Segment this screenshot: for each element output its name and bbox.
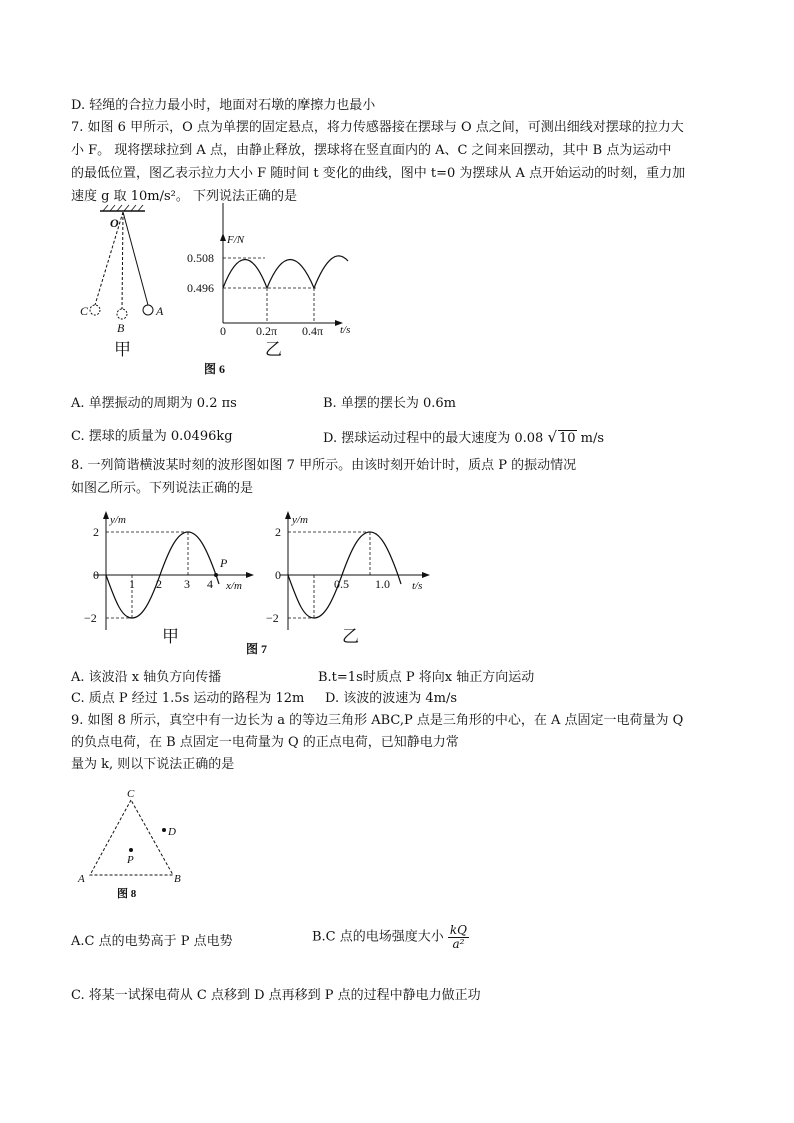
q8-option-d[interactable]: D. 该波的波速为 4m/s bbox=[325, 691, 458, 706]
q7-line-1: 7. 如图 6 甲所示，O 点为单摆的固定悬点，将力传感器接在摆球与 O 点之间，可测出细线对摆球的拉力大 bbox=[71, 120, 684, 135]
force-tick-x2: 0.4π bbox=[302, 324, 324, 338]
figure-6-caption: 图 6 bbox=[204, 362, 226, 376]
wave-graph bbox=[84, 511, 254, 646]
q7-option-d-text: D. 摆球运动过程中的最大速度为 0.08 bbox=[323, 431, 548, 446]
wave-tick-x3: 3 bbox=[184, 577, 190, 591]
wave-tick-origin: 0 bbox=[93, 568, 99, 582]
q7-line-3: 的最低位置，图乙表示拉力大小 F 随时间 t 变化的曲线，图中 t=0 为摆球从 A 点开始运动的时刻，重力加 bbox=[71, 166, 686, 181]
force-caption: 乙 bbox=[265, 340, 282, 359]
force-axis-y-label: F/N bbox=[227, 234, 245, 246]
q9-option-b[interactable] bbox=[312, 924, 469, 951]
q7-option-d[interactable]: D. 摆球运动过程中的最大速度为 0.08 √ 10 m/s bbox=[323, 428, 605, 446]
force-axis-x-label: t/s bbox=[340, 324, 351, 336]
vib-tick-y-pos: 2 bbox=[275, 525, 281, 539]
q8-option-a[interactable]: A. 该波沿 x 轴负方向传播 bbox=[71, 670, 222, 685]
wave-tick-x4: 4 bbox=[207, 577, 213, 591]
wave-point-p: P bbox=[220, 556, 228, 570]
pendulum-label-o: O bbox=[110, 216, 119, 230]
wave-caption: 甲 bbox=[162, 627, 179, 646]
q9-option-b-fraction bbox=[448, 924, 469, 951]
vibration-graph bbox=[266, 511, 430, 646]
wave-axis-x-label: x/m bbox=[226, 580, 242, 592]
q9-line-1: 9. 如图 8 所示，真空中有一边长为 a 的等边三角形 ABC,P 点是三角形的中心，在 A 点固定一电荷量为 Q bbox=[71, 713, 684, 728]
pendulum-caption: 甲 bbox=[114, 340, 131, 359]
triangle-label-d: D bbox=[168, 826, 176, 838]
vib-tick-t1: 0.5 bbox=[334, 577, 349, 591]
q9-line-3: 量为 k, 则以下说法正确的是 bbox=[71, 757, 235, 772]
wave-tick-y-neg: −2 bbox=[84, 611, 97, 625]
q9-option-c[interactable]: C. 将某一试探电荷从 C 点移到 D 点再移到 P 点的过程中静电力做正功 bbox=[71, 988, 481, 1003]
wave-tick-y-pos: 2 bbox=[93, 525, 99, 539]
force-tick-high: 0.508 bbox=[187, 251, 214, 265]
q6-option-d: D. 轻绳的合拉力最小时，地面对石墩的摩擦力也最小 bbox=[71, 98, 376, 113]
q7-option-d-radicand: 10 bbox=[559, 431, 576, 446]
force-tick-low: 0.496 bbox=[187, 281, 214, 295]
vib-tick-origin: 0 bbox=[275, 568, 281, 582]
pendulum-label-c: C bbox=[80, 304, 89, 318]
force-tick-x1: 0.2π bbox=[256, 324, 278, 338]
triangle-label-a: A bbox=[78, 873, 85, 885]
q7-option-c[interactable]: C. 摆球的质量为 0.0496kg bbox=[71, 429, 233, 444]
vib-axis-y-label: y/m bbox=[292, 514, 308, 526]
q7-line-4: 速度 g 取 10m/s²。 下列说法正确的是 bbox=[71, 189, 297, 204]
q9-option-b-numerator: kQ bbox=[449, 923, 468, 937]
triangle-label-b: B bbox=[174, 873, 181, 885]
pendulum-diagram bbox=[80, 205, 164, 359]
triangle-diagram bbox=[77, 788, 181, 900]
q9-option-b-text: B.C 点的电场强度大小 bbox=[312, 929, 444, 945]
force-tick-x0: 0 bbox=[220, 324, 226, 338]
q8-option-c[interactable]: C. 质点 P 经过 1.5s 运动的路程为 12m bbox=[71, 691, 305, 706]
vib-tick-y-neg: −2 bbox=[266, 611, 279, 625]
triangle-label-p: P bbox=[127, 854, 134, 866]
figure-7 bbox=[70, 505, 450, 660]
wave-axis-y-label: y/m bbox=[110, 514, 126, 526]
q9-option-a[interactable]: A.C 点的电势高于 P 点电势 bbox=[71, 934, 233, 949]
vib-caption: 乙 bbox=[342, 627, 359, 646]
q8-line-2: 如图乙所示。下列说法正确的是 bbox=[71, 481, 254, 496]
figure-7-caption: 图 7 bbox=[246, 642, 268, 656]
q7-option-b[interactable]: B. 单摆的摆长为 0.6m bbox=[323, 396, 456, 411]
q8-line-1: 8. 一列简谐横波某时刻的波形图如图 7 甲所示。由该时刻开始计时，质点 P 的振动情况 bbox=[71, 458, 577, 473]
wave-tick-x1: 1 bbox=[129, 577, 135, 591]
q7-line-2: 小 F。 现将摆球拉到 A 点，由静止释放，摆球将在竖直面内的 A、C 之间来回摆动，其中 B 点为运动中 bbox=[71, 143, 672, 158]
triangle-label-c: C bbox=[127, 788, 135, 800]
q7-option-d-unit: m/s bbox=[576, 431, 605, 446]
vib-axis-x-label: t/s bbox=[412, 580, 423, 592]
q9-line-2: 的负点电荷，在 B 点固定一电荷量为 Q 的正点电荷，已知静电力常 bbox=[71, 735, 459, 750]
force-time-graph bbox=[187, 203, 350, 359]
figure-8 bbox=[70, 783, 200, 905]
q8-option-b[interactable]: B.t=1s时质点 P 将向x 轴正方向运动 bbox=[318, 670, 535, 685]
q7-option-a[interactable]: A. 单摆振动的周期为 0.2 πs bbox=[71, 396, 237, 411]
pendulum-label-b: B bbox=[117, 321, 125, 335]
pendulum-label-a: A bbox=[156, 304, 164, 318]
wave-tick-x2: 2 bbox=[156, 577, 162, 591]
figure-6 bbox=[70, 203, 370, 378]
q9-option-b-denominator: a² bbox=[452, 937, 465, 951]
figure-8-caption: 图 8 bbox=[117, 888, 137, 900]
vib-tick-t2: 1.0 bbox=[375, 577, 390, 591]
